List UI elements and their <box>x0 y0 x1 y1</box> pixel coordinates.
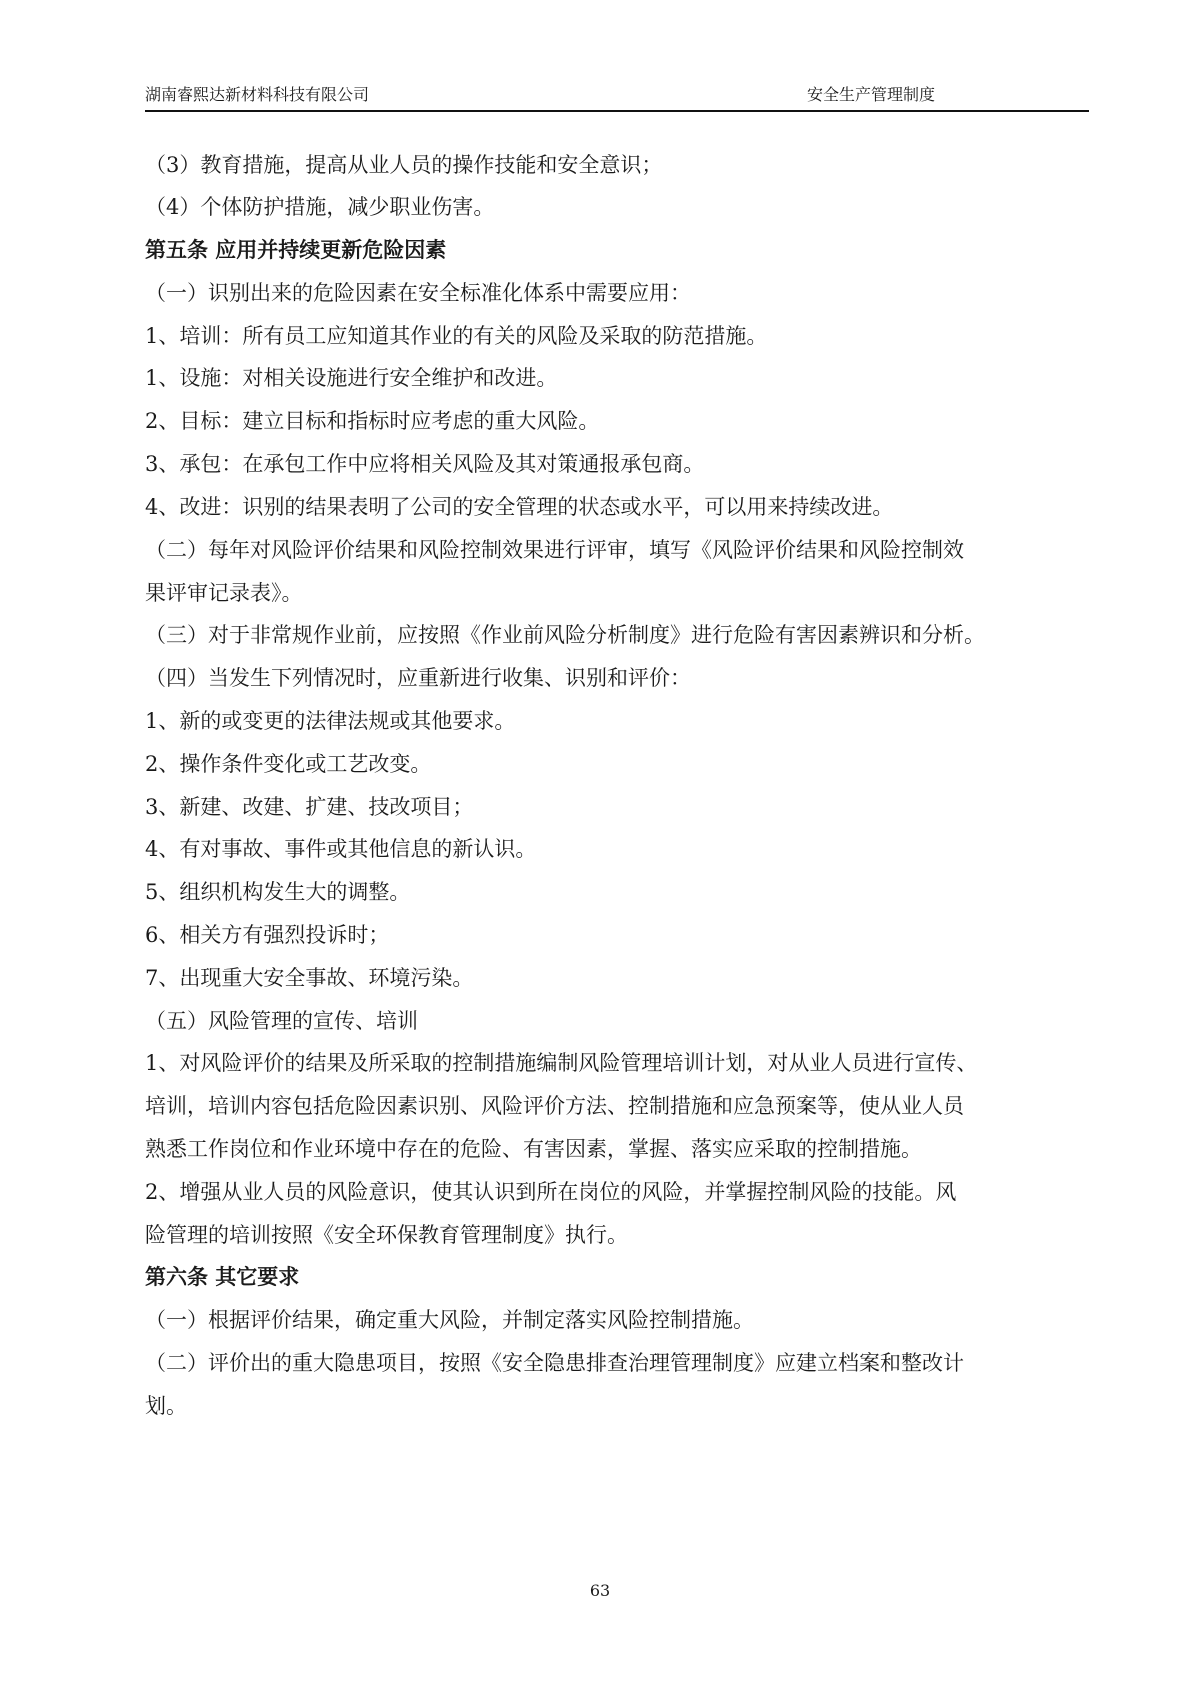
body-line: 5、组织机构发生大的调整。 <box>145 880 411 904</box>
body-line: （四）当发生下列情况时，应重新进行收集、识别和评价： <box>145 666 691 690</box>
body-line: 1、新的或变更的法律法规或其他要求。 <box>145 709 516 733</box>
page-number: 63 <box>589 1581 611 1600</box>
body-line: 划。 <box>145 1394 187 1418</box>
body-line: 6、相关方有强烈投诉时； <box>145 923 390 947</box>
body-line: 4、有对事故、事件或其他信息的新认识。 <box>145 837 537 861</box>
body-line: 3、新建、改建、扩建、技改项目； <box>145 795 474 819</box>
header-company-name: 湖南睿熙达新材料科技有限公司 <box>145 85 370 104</box>
body-line: 1、设施：对相关设施进行安全维护和改进。 <box>145 366 558 390</box>
section-heading: 第五条 应用并持续更新危险因素 <box>145 238 447 262</box>
body-line: （一）识别出来的危险因素在安全标准化体系中需要应用： <box>145 281 691 305</box>
body-line: 2、增强从业人员的风险意识，使其认识到所在岗位的风险，并掌握控制风险的技能。风 <box>145 1180 957 1204</box>
body-line: （二）每年对风险评价结果和风险控制效果进行评审，填写《风险评价结果和风险控制效 <box>145 538 964 562</box>
page-header <box>145 84 1089 112</box>
header-document-title: 安全生产管理制度 <box>807 85 936 104</box>
body-line: 果评审记录表》。 <box>145 581 303 605</box>
body-line: 7、出现重大安全事故、环境污染。 <box>145 966 474 990</box>
body-line: 2、操作条件变化或工艺改变。 <box>145 752 432 776</box>
body-line: （4）个体防护措施，减少职业伤害。 <box>145 195 495 219</box>
body-line: （二）评价出的重大隐患项目，按照《安全隐患排查治理管理制度》应建立档案和整改计 <box>145 1351 964 1375</box>
body-line: 3、承包：在承包工作中应将相关风险及其对策通报承包商。 <box>145 452 705 476</box>
body-line: （三）对于非常规作业前，应按照《作业前风险分析制度》进行危险有害因素辨识和分析。 <box>145 623 985 647</box>
body-line: （3）教育措施，提高从业人员的操作技能和安全意识； <box>145 153 663 177</box>
body-line: （一）根据评价结果，确定重大风险，并制定落实风险控制措施。 <box>145 1308 754 1332</box>
body-line: 2、目标：建立目标和指标时应考虑的重大风险。 <box>145 409 600 433</box>
body-line: 培训，培训内容包括危险因素识别、风险评价方法、控制措施和应急预案等，使从业人员 <box>145 1094 964 1118</box>
body-line: 熟悉工作岗位和作业环境中存在的危险、有害因素，掌握、落实应采取的控制措施。 <box>145 1137 922 1161</box>
body-line: （五）风险管理的宣传、培训 <box>145 1009 418 1033</box>
body-line: 险管理的培训按照《安全环保教育管理制度》执行。 <box>145 1223 628 1247</box>
section-heading: 第六条 其它要求 <box>145 1265 300 1289</box>
body-line: 1、培训：所有员工应知道其作业的有关的风险及采取的防范措施。 <box>145 324 768 348</box>
body-line: 1、对风险评价的结果及所采取的控制措施编制风险管理培训计划，对从业人员进行宣传、 <box>145 1051 978 1075</box>
body-line: 4、改进：识别的结果表明了公司的安全管理的状态或水平，可以用来持续改进。 <box>145 495 894 519</box>
